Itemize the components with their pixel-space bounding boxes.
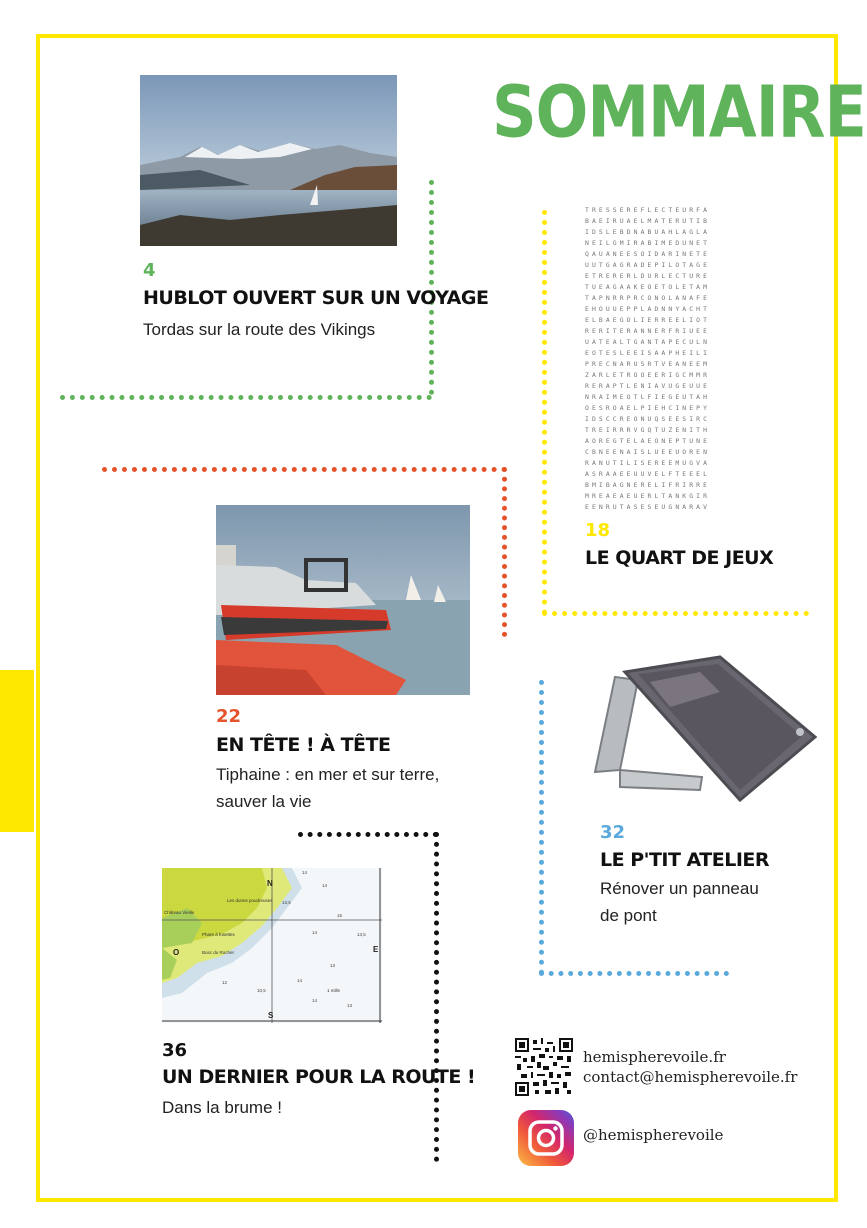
place-name: Phare à fusettes bbox=[202, 932, 235, 937]
wordsearch-row: PRECNARUSRTVEANEEM bbox=[585, 360, 711, 368]
wordsearch-row: OESROAELPIEHCINEPY bbox=[585, 404, 711, 412]
article-description: Rénover un panneau de pont bbox=[600, 879, 759, 925]
wordsearch-row: QAUANEESOIDARINETE bbox=[585, 250, 711, 258]
wordsearch-row: TRESSEREFLECTEURFA bbox=[585, 206, 711, 214]
instagram-icon[interactable] bbox=[518, 1110, 574, 1166]
side-tab bbox=[0, 670, 34, 832]
compass-west: O bbox=[173, 948, 180, 957]
compass-south: S bbox=[268, 1011, 274, 1020]
article-heading: HUBLOT OUVERT SUR UN VOYAGE bbox=[143, 287, 489, 309]
depth-sounding: 14 bbox=[297, 978, 303, 983]
chart-scale: 1 mille bbox=[327, 988, 341, 993]
depth-sounding: 13 bbox=[330, 963, 336, 968]
wordsearch-row: BMIBAGNERELIFRIRRE bbox=[585, 481, 711, 489]
fjord-landscape-photo bbox=[140, 75, 397, 246]
email-link[interactable]: contact@hemispherevoile.fr bbox=[583, 1068, 798, 1086]
depth-sounding: 13,5 bbox=[282, 900, 291, 905]
wordsearch-grid bbox=[585, 205, 763, 513]
wordsearch-row: ELBAEGOLIERREELIOT bbox=[585, 316, 711, 324]
wordsearch-row: IDSCCREONUQSEESIRC bbox=[585, 415, 711, 423]
divider-dots bbox=[298, 832, 438, 837]
page-number: 32 bbox=[600, 822, 626, 843]
wordsearch-row: EHOUUEPPLADNNYACHT bbox=[585, 305, 711, 313]
article-heading: UN DERNIER POUR LA ROUTE ! bbox=[162, 1066, 476, 1088]
wordsearch-row: RERAPTLENIAVUGEUUE bbox=[585, 382, 711, 390]
website-link[interactable]: hemispherevoile.fr bbox=[583, 1048, 726, 1066]
page-number: 36 bbox=[162, 1040, 188, 1061]
divider-dots bbox=[102, 467, 507, 472]
article-description: Tordas sur la route des Vikings bbox=[143, 320, 376, 339]
depth-sounding: 10,5 bbox=[257, 988, 266, 993]
page-title: SOMMAIRE bbox=[492, 70, 866, 154]
place-name: Les dunes poudreuses bbox=[227, 898, 273, 903]
wordsearch-row: IDSLEBDNABUAHLAGLA bbox=[585, 228, 711, 236]
article-heading: LE P'TIT ATELIER bbox=[600, 849, 770, 871]
article-description: Dans la brume ! bbox=[162, 1098, 282, 1117]
wordsearch-row: BAEIRUAELMATERUTIB bbox=[585, 217, 711, 225]
wordsearch-row: TREIRRRVGQTUZENITH bbox=[585, 426, 711, 434]
wordsearch-row: AOREGTELAEONEPTUNE bbox=[585, 437, 711, 445]
depth-sounding: 13,5 bbox=[357, 932, 366, 937]
page-number: 18 bbox=[585, 520, 611, 541]
nautical-chart bbox=[162, 868, 382, 1023]
deck-hatch-photo bbox=[590, 652, 818, 804]
wordsearch-row: ASRAAEEUUVELFTEEEL bbox=[585, 470, 711, 478]
page-number: 4 bbox=[143, 260, 156, 281]
article-description: Tiphaine : en mer et sur terre, sauver la vie bbox=[216, 765, 440, 811]
wordsearch-row: CBNEENAISLUEEUOREN bbox=[585, 448, 711, 456]
article-heading: LE QUART DE JEUX bbox=[585, 547, 774, 569]
divider-dots bbox=[539, 971, 729, 976]
divider-dots bbox=[542, 611, 809, 616]
compass-east: E bbox=[373, 945, 379, 954]
wordsearch-row: UATEALTGANTAPECULN bbox=[585, 338, 711, 346]
depth-sounding: 14 bbox=[302, 870, 308, 875]
instagram-handle[interactable]: @hemispherevoile bbox=[583, 1126, 724, 1144]
wordsearch-row: ZARLETROOEERIGCMMR bbox=[585, 371, 711, 379]
depth-sounding: 13 bbox=[347, 1003, 353, 1008]
wordsearch-row: EOTESLEEISAAPHEILI bbox=[585, 349, 711, 357]
divider-dots bbox=[60, 395, 432, 400]
wordsearch-row: NRAIMEOTLFIEGEUTAH bbox=[585, 393, 711, 401]
divider-dots bbox=[434, 832, 439, 1162]
divider-dots bbox=[542, 210, 547, 615]
wordsearch-row: TAPNRRPRCONOLANAFE bbox=[585, 294, 711, 302]
place-name: Château Vieille bbox=[164, 910, 195, 915]
rescue-boat-photo bbox=[216, 505, 470, 695]
depth-sounding: 12 bbox=[222, 980, 228, 985]
depth-sounding: 14 bbox=[312, 998, 318, 1003]
divider-dots bbox=[539, 680, 544, 975]
wordsearch-row: NEILGMIRABIMEDUNET bbox=[585, 239, 711, 247]
depth-sounding: 14 bbox=[312, 930, 318, 935]
wordsearch-row: RERITERANNERFRIUEE bbox=[585, 327, 711, 335]
compass-north: N bbox=[267, 879, 273, 888]
depth-sounding: 15 bbox=[337, 913, 343, 918]
wordsearch-row: EENRUTASESEUGNARAV bbox=[585, 503, 711, 511]
page-number: 22 bbox=[216, 706, 242, 727]
wordsearch-row: UUTGAGRADEPILOTAGE bbox=[585, 261, 711, 269]
wordsearch-row: ETRERERLDURLECTURE bbox=[585, 272, 711, 280]
depth-sounding: 14 bbox=[322, 883, 328, 888]
contact-info bbox=[583, 1047, 797, 1087]
wordsearch-row: RANUTILISEREEMUGVA bbox=[585, 459, 711, 467]
wordsearch-row: MREAEAEUERLTANKGIR bbox=[585, 492, 711, 500]
wordsearch-row: TUEAGAAKEOETOLETAM bbox=[585, 283, 711, 291]
place-name: Bosc du Rocher bbox=[202, 950, 235, 955]
divider-dots bbox=[502, 467, 507, 637]
qr-code bbox=[515, 1038, 573, 1096]
article-heading: EN TÊTE ! À TÊTE bbox=[216, 734, 391, 756]
